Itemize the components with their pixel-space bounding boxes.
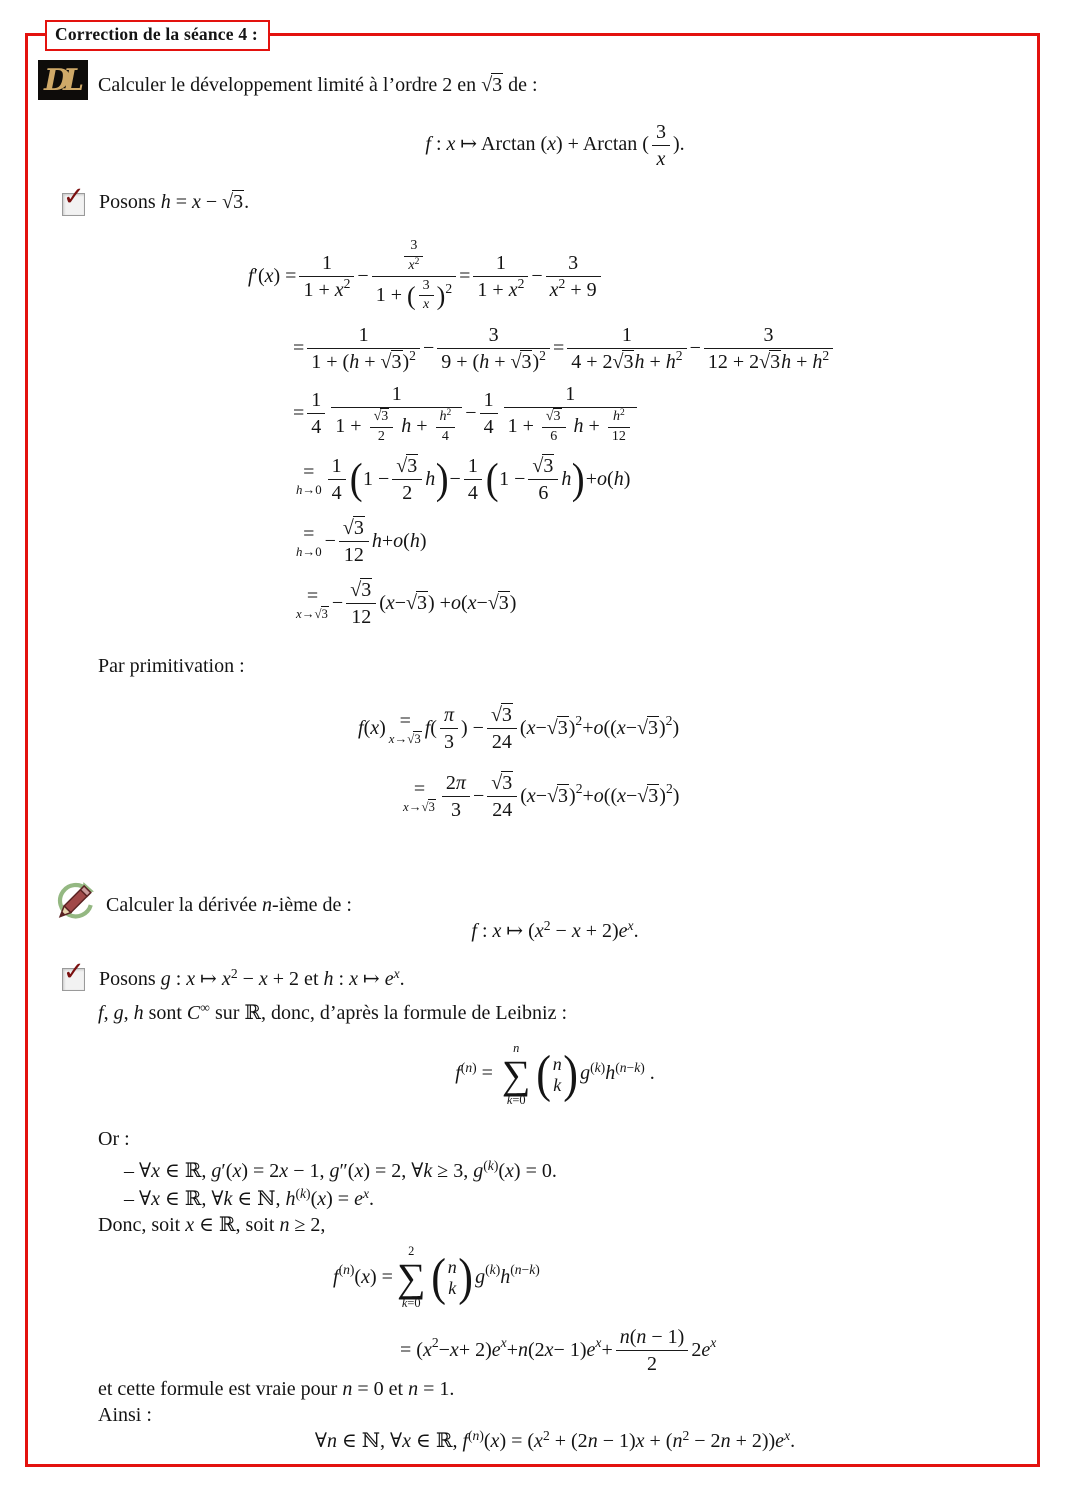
bullet-g-derivatives: – ∀x ∈ ℝ, g′(x) = 2x − 1, g″(x) = 2, ∀k ≥ 3, $g^{(k)}(x) = 0$. — [124, 1157, 557, 1182]
ainsi-label: Ainsi : — [98, 1404, 152, 1426]
section-title: Correction de la séance 4 : — [55, 24, 258, 44]
expansion-line-2: = ( x $^2$ − x + 2) e $^x$ + n (2 x − 1) e $^x$ + n(n − 1) 2 2 e $^x$ — [400, 1325, 717, 1375]
leibniz-intro: f, g, h sont C∞ sur ℝ, donc, d’après la formule de Leibniz : — [98, 999, 568, 1024]
primitive-line-1: f ( x ) = x→√3 f ( π 3 ) − √3 24 ( x − √3 ) $^2$ + o (( x − √3 ) $^2$ ) — [358, 703, 680, 753]
expansion-line-1: f $^{(n )}$ ( x ) = 2 ∑ k=0 ( n k ) g $^{(k )}$ h $^{(n -k )}$ — [333, 1244, 540, 1310]
equation-line-3: = 1 4 1 1 + $\frac{√3}{2}$ h + $\frac{h^2}{4}$ − 1 4 1 1 + $\frac{√3}{6}$ h + $\frac{h^2}{12}$ — [293, 382, 836, 446]
checkmark-icon-2: ✓ — [63, 957, 85, 987]
checkbox-icon — [62, 182, 85, 216]
remark-line: et cette formule est vraie pour n = 0 et n = 1. — [98, 1378, 455, 1400]
posons-h-line: Posons h = x − √3. — [99, 191, 250, 213]
dl-monogram-icon — [38, 60, 88, 100]
exercise2-prompt: Calculer la dérivée n-ième de : — [106, 894, 352, 916]
donc-line: Donc, soit x ∈ ℝ, soit n ≥ 2, — [98, 1214, 326, 1236]
or-label: Or : — [98, 1128, 130, 1150]
posons-g-h-line: Posons g : x ↦ $x^2 - x + 2$ et h : x ↦ $e^x$. — [99, 965, 405, 990]
equation-line-4: = h→0 1 4 ( 1 − √3 2 h ) − 1 4 ( 1 − √3 6 h ) + o ( h ) — [296, 455, 631, 505]
equation-line-1: f ′( x ) = 1 $1 + x^2$ − $\frac{3}{x^2}$ 1 + ( $\frac{3}{x}$ )$^2$ = 1 $1 + x^2$ − 3 $x^2 + 9$ — [248, 238, 836, 314]
exercise1-header — [38, 60, 538, 100]
exercise2-function: f : x ↦ $(x^2 - x + 2)e^x$. — [471, 917, 639, 942]
checkmark-icon: ✓ — [63, 182, 85, 212]
equation-line-5: = h→0 − √3 12 h + o ( h ) — [296, 517, 427, 567]
answer2-header — [62, 957, 405, 991]
equation-line-6: = x→√3 − √3 12 ( x − √3 ) + o ( x − √3 ) — [296, 579, 517, 629]
equation-line-2: = 1 $1 + (h + √3)^2$ − 3 $9 + (h + √3)^2$ = 1 $4 + 2√3h + h^2$ − 3 $12 + 2√3h + h^2$ — [293, 320, 836, 376]
conclusion-formula: ∀n ∈ ℕ, ∀x ∈ ℝ, $f^{(n)}(x) = (x^2 + (2n - 1)x + (n^2 - 2n + 2))e^x$. — [314, 1427, 796, 1452]
primitivation-label: Par primitivation : — [98, 655, 245, 677]
exercise1-prompt: Calculer le développement limité à l’ordre 2 en √3 de : — [98, 74, 538, 96]
checkbox-icon-2 — [62, 957, 85, 991]
bullet-h-derivatives: – ∀x ∈ ℝ, ∀k ∈ ℕ, $h^{(k)}(x) = e^x$. — [124, 1185, 375, 1210]
primitive-line-2: = x→√3 2π 3 − √3 24 ( x − √3 ) $^2$ + o (( x − √3 ) $^2$ ) — [403, 771, 680, 821]
section-title-box — [45, 20, 270, 51]
leibniz-formula: $f^{(n)}$ = n ∑ k=0 ( n k ) $g^{(k)}h^{(n-k)}$ . — [455, 1041, 655, 1107]
dl-monogram-text: DL — [43, 62, 78, 98]
exercise1-function: f : x ↦ Arctan (x) + Arctan ( $\frac{3}{x}$ ). — [425, 121, 685, 170]
answer1-header — [62, 182, 250, 216]
derivative-computation — [248, 238, 836, 638]
